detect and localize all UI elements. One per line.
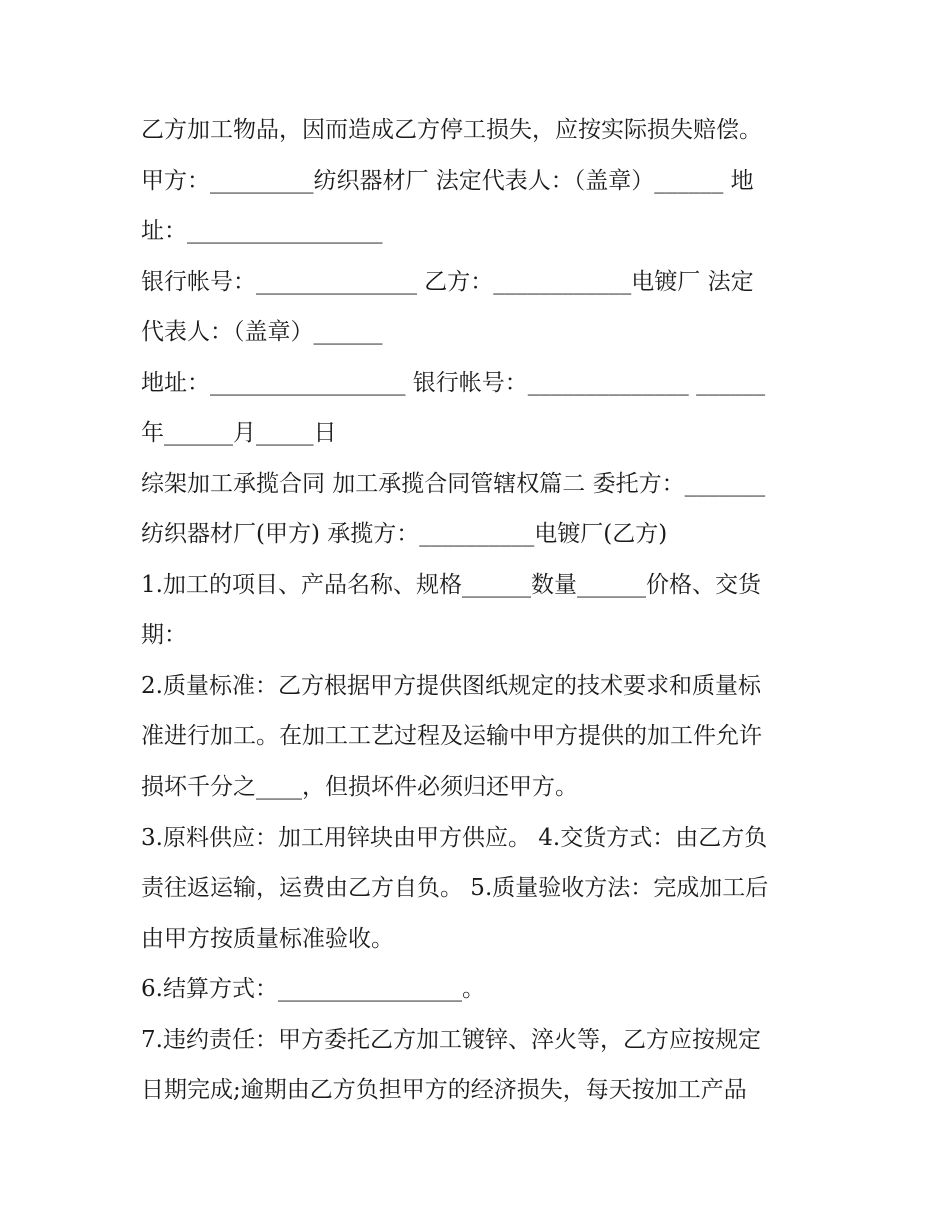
text-line: 期： [141, 622, 187, 648]
text-line: 3.原料供应：加工用锌块由甲方供应。 4.交货方式：由乙方负 [141, 825, 768, 851]
text-line: 由甲方按质量标准验收。 [141, 926, 394, 952]
text-line: 甲方：_________纺织器材厂 法定代表人：（盖章）______ 地 [141, 168, 754, 194]
text-line: 银行帐号：______________ 乙方：____________电镀厂 法定 [141, 269, 754, 295]
text-line: 2.质量标准：乙方根据甲方提供图纸规定的技术要求和质量标 [141, 673, 761, 699]
text-line: 纺织器材厂(甲方) 承揽方：__________电镀厂(乙方) [141, 521, 668, 547]
text-line: 日期完成;逾期由乙方负担甲方的经济损失，每天按加工产品 [141, 1077, 747, 1103]
text-line: 乙方加工物品，因而造成乙方停工损失，应按实际损失赔偿。 [141, 117, 762, 143]
text-line: 1.加工的项目、产品名称、规格______数量______价格、交货 [141, 572, 761, 598]
text-line: 准进行加工。在加工工艺过程及运输中甲方提供的加工件允许 [141, 723, 762, 749]
text-line: 代表人：（盖章）______ [141, 319, 383, 345]
text-line: 损坏千分之____，但损坏件必须归还甲方。 [141, 774, 578, 800]
text-line: 址：_________________ [141, 218, 383, 244]
text-line: 责往返运输，运费由乙方自负。 5.质量验收方法：完成加工后 [141, 875, 769, 901]
text-line: 7.违约责任：甲方委托乙方加工镀锌、淬火等，乙方应按规定 [141, 1027, 761, 1053]
text-line: 6.结算方式：________________。 [141, 976, 485, 1002]
text-line: 综架加工承揽合同 加工承揽合同管辖权篇二 委托方：_______ [141, 471, 766, 497]
text-line: 年______月_____日 [141, 420, 337, 446]
text-line: 地址：_________________ 银行帐号：______________ ______ [141, 370, 766, 396]
